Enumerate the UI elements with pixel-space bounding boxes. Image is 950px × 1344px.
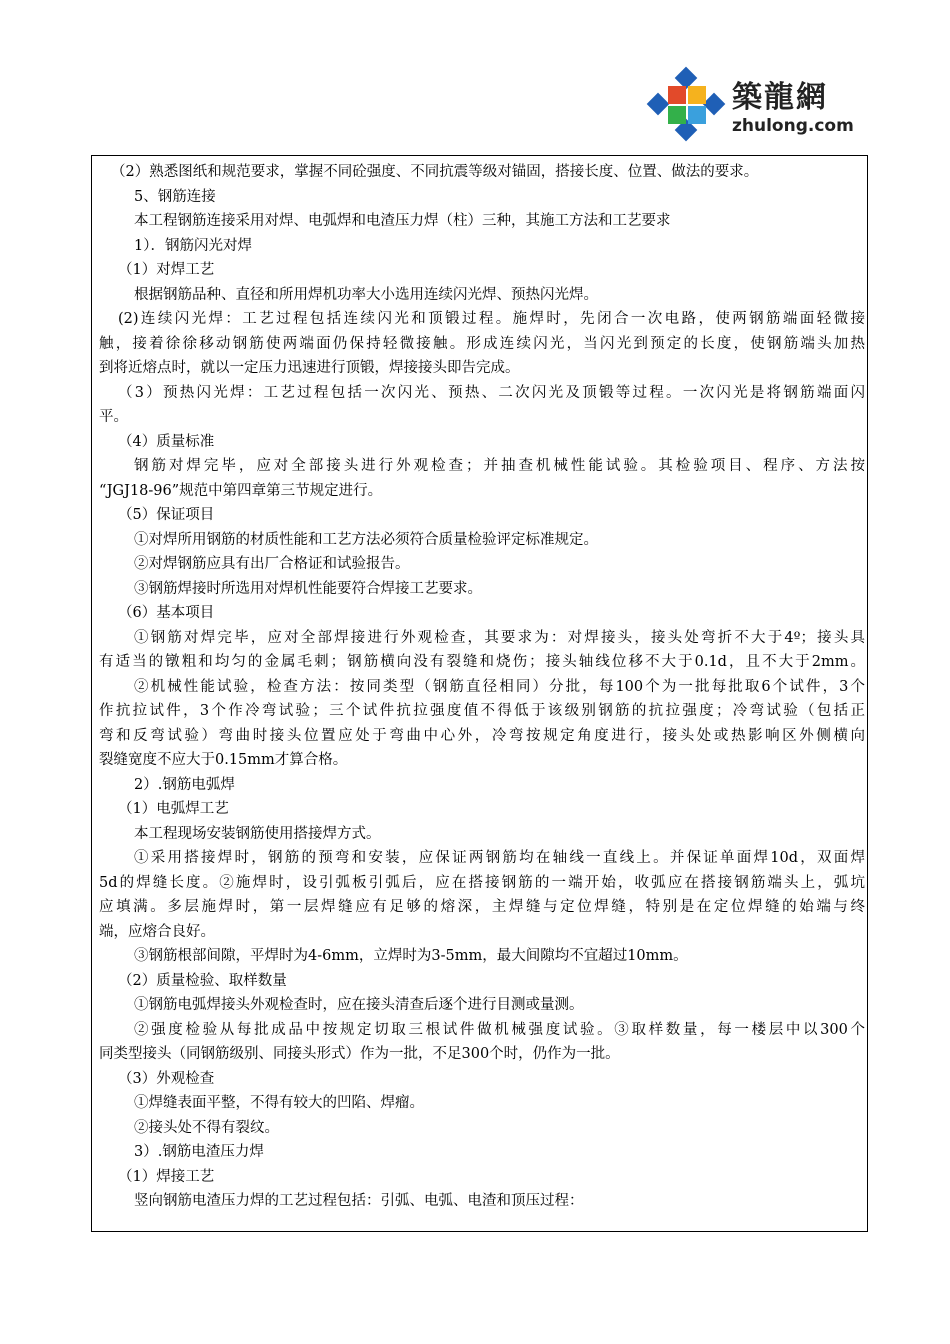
item-heading: （6）基本项目: [118, 605, 215, 621]
list-item: ①钢筋电弧焊接头外观检查时，应在接头清查后逐个进行目测或量测。: [134, 997, 584, 1013]
text-line: 平。: [99, 409, 128, 425]
subsection-heading: 2）.钢筋电弧焊: [134, 776, 235, 793]
list-item: ③钢筋焊接时所选用对焊机性能要符合焊接工艺要求。: [134, 580, 482, 597]
item-heading: （3）外观检查: [118, 1070, 215, 1087]
list-item: ②机械性能试验，检查方法：按同类型（钢筋直径相同）分批，每100个为一批每批取6个试件，3个: [134, 678, 865, 695]
list-item: ①焊缝表面平整，不得有较大的凹陷、焊瘤。: [134, 1095, 424, 1111]
text-line: （2）熟悉图纸和规范要求，掌握不同砼强度、不同抗震等级对锚固，搭接长度、位置、做法的要求。: [111, 164, 759, 180]
text-line: 端，应熔合良好。: [99, 923, 215, 940]
zhulong-logo: [644, 64, 864, 148]
text-line: 本工程钢筋连接采用对焊、电弧焊和电渣压力焊（柱）三种，其施工方法和工艺要求: [134, 213, 671, 229]
text-line: 作抗拉试件，3个作冷弯试验；三个试件抗拉强度值不得低于该级别钢筋的抗拉强度；冷弯试验（包括正: [99, 703, 865, 719]
text-line: 触，接着徐徐移动钢筋使两端面仍保持轻微接触。形成连续闪光，当闪光到预定的长度，使钢筋端头加热: [99, 335, 865, 352]
item-heading: （4）质量标准: [118, 433, 215, 450]
list-item: ②强度检验从每批成品中按规定切取三根试件做机械强度试验。③取样数量，每一楼层中以300个: [134, 1021, 865, 1038]
section-heading: 5、钢筋连接: [134, 188, 216, 205]
logo-domain: zhulong.com: [732, 116, 854, 136]
text-line: 本工程现场安装钢筋使用搭接焊方式。: [134, 825, 381, 842]
subsection-heading: 3）.钢筋电渣压力焊: [134, 1144, 264, 1160]
item-heading: （1）焊接工艺: [118, 1168, 215, 1185]
logo-mark-icon: [644, 64, 730, 148]
document-body: [99, 160, 865, 1214]
text-line: 有适当的镦粗和均匀的金属毛刺；钢筋横向没有裂缝和烧伤；接头轴线位移不大于0.1d，且不大于2mm。: [99, 654, 865, 670]
text-line: 裂缝宽度不应大于0.15mm才算合格。: [99, 752, 348, 768]
item-heading: （1）电弧焊工艺: [118, 801, 229, 817]
text-line: 根据钢筋品种、直径和所用焊机功率大小选用连续闪光焊、预热闪光焊。: [134, 286, 598, 303]
text-line: 到将近熔点时，就以一定压力迅速进行顶锻，焊接接头即告完成。: [99, 360, 520, 376]
list-item: ③钢筋根部间隙，平焊时为4-6mm，立焊时为3-5mm，最大间隙均不宜超过10mm。: [134, 948, 688, 964]
list-item: ①采用搭接焊时，钢筋的预弯和安装，应保证两钢筋均在轴线一直线上。并保证单面焊10d，双面焊: [134, 850, 865, 866]
text-line: “JGJ18-96”规范中第四章第三节规定进行。: [99, 482, 383, 499]
list-item: ①对焊所用钢筋的材质性能和工艺方法必须符合质量检验评定标准规定。: [134, 531, 598, 548]
text-line: 5d的焊缝长度。②施焊时，设引弧板引弧后，应在搭接钢筋的一端开始，收弧应在搭接钢筋端头上，弧坑: [99, 874, 865, 891]
text-line: 弯和反弯试验）弯曲时接头位置应处于弯曲中心外，冷弯按规定角度进行，接头处或热影响区外侧横向: [99, 727, 865, 744]
text-line: （3）预热闪光焊：工艺过程包括一次闪光、预热、二次闪光及顶锻等过程。一次闪光是将钢筋端面闪: [118, 384, 865, 401]
text-line: (2)连续闪光焊：工艺过程包括连续闪光和顶锻过程。施焊时，先闭合一次电路，使两钢筋端面轻微接: [118, 311, 865, 327]
text-line: 应填满。多层施焊时，第一层焊缝应有足够的熔深，主焊缝与定位焊缝，特别是在定位焊缝的始端与终: [99, 899, 865, 915]
item-heading: （1）对焊工艺: [118, 262, 215, 278]
text-line: 钢筋对焊完毕，应对全部接头进行外观检查；并抽查机械性能试验。其检验项目、程序、方法按: [134, 458, 865, 474]
subsection-heading: 1）．钢筋闪光对焊: [134, 237, 252, 254]
text-line: 同类型接头（同钢筋级别、同接头形式）作为一批，不足300个时，仍作为一批。: [99, 1046, 620, 1062]
item-heading: （5）保证项目: [118, 507, 215, 523]
item-heading: （2）质量检验、取样数量: [118, 972, 287, 989]
list-item: ②对焊钢筋应具有出厂合格证和试验报告。: [134, 556, 410, 572]
list-item: ②接头处不得有裂纹。: [134, 1119, 279, 1136]
text-line: 竖向钢筋电渣压力焊的工艺过程包括：引弧、电弧、电渣和顶压过程：: [134, 1193, 584, 1209]
list-item: ①钢筋对焊完毕，应对全部焊接进行外观检查，其要求为：对焊接头，接头处弯折不大于4º；接头具: [134, 629, 865, 646]
logo-chinese-name: 築龍網: [732, 80, 828, 115]
